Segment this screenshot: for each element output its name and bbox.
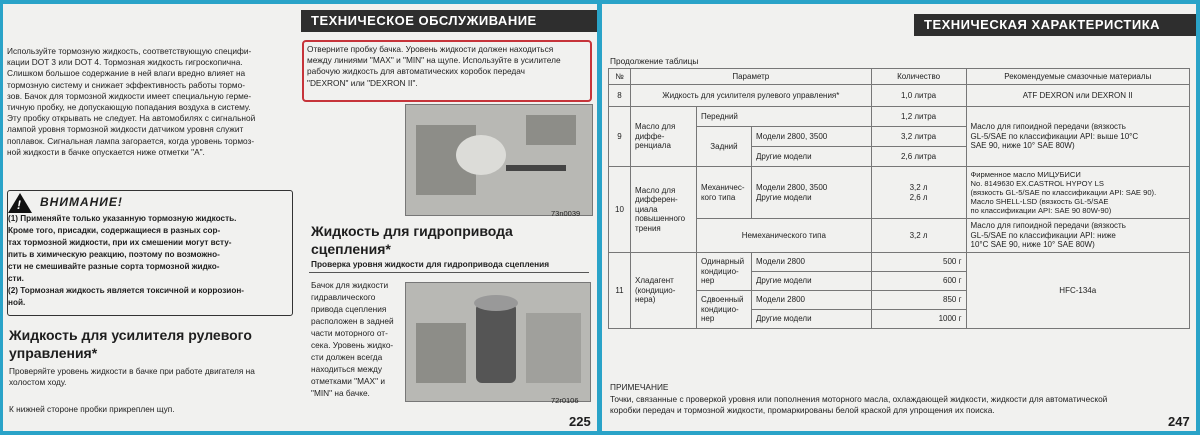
lubricants-table — [608, 68, 1190, 329]
left-page — [3, 4, 597, 431]
table-row: Задний Модели 2800, 3500 3,2 литра — [609, 127, 1190, 147]
clutch-fluid-title: Жидкость для гидропривода сцепления* — [311, 223, 513, 257]
clutch-fluid-subtitle: Проверка уровня жидкости для гидропривода сцепления — [311, 259, 550, 269]
table-row: 9 Масло для диффе- ренциала Передний 1,2 литра Масло для гипоидной передачи (вязкость GL-5/SAE по классификации API: выше 10°C SAE 90, ниже 10° SAE 80W) — [609, 107, 1190, 127]
table-row: 8 Жидкость для усилителя рулевого управления* 1,0 литра ATF DEXRON или DEXRON II — [609, 85, 1190, 107]
col-qty: Количество — [871, 69, 966, 85]
figure-caption-2: 72r0106 — [551, 396, 579, 405]
table-row: Сдвоенный кондицио- нер Модели 2800 850 г — [609, 291, 1190, 310]
steering-fluid-note: К нижней стороне пробки прикреплен щуп. — [9, 404, 175, 414]
warning-icon: ! — [8, 193, 32, 213]
table-row: Немеханического типа 3,2 л Масло для гипоидной передачи (вязкость GL-5/SAE по классификации API: ниже 10°C SAE 90, ниже 10° SAE 80W) — [609, 219, 1190, 253]
table-row: Другие модели 1000 г — [609, 310, 1190, 329]
warning-title: ВНИМАНИЕ! — [40, 195, 123, 209]
table-header-row — [609, 69, 1190, 85]
table-row: 10 Масло для дифферен- циала повышенного трения Механичес- кого типа Модели 2800, 3500 Другие модели 3,2 л 2,6 л Фирменное масло МИЦУБИСИ No. 8149630 EX.CASTROL HYPOY LS (вязкость GL-5/SAE по классификации API: SAE 90). Масло SHELL-LSD (вязкость GL-5/SAE по классификации API: SAE 90 80W-90) — [609, 167, 1190, 219]
col-param: Параметр — [630, 69, 871, 85]
table-row: Другие модели 600 г — [609, 272, 1190, 291]
steering-reservoir-photo — [405, 104, 593, 216]
steering-fluid-text: Проверяйте уровень жидкости в бачке при работе двигателя на холостом ходу. — [9, 366, 255, 388]
brake-fluid-intro: Используйте тормозную жидкость, соответствующую специфи- кации DOT 3 или DOT 4. Тормозная жидкость гигроскопична. Слишком большое содержание в ней влаги вредно влияет на тормозную систему и снижает эффективность работы тормо- зов. Бачок для тормозной жидкости имеет специальную герме- тичную пробку, не допускающую попадания воздуха в систему. Эту пробку открывать не следует. На автомобилях с сигнальной лампой уровня тормозной жидкости датчиком уровня служит поплавок. Сигнальная лампа загорается, когда уровень тормоз- ной жидкости в бачке опускается ниже отметки "A". — [7, 46, 256, 157]
steering-fluid-title: Жидкость для усилителя рулевого управления* — [9, 327, 252, 361]
highlight-text: Отверните пробку бачка. Уровень жидкости должен находиться между линиями "MAX" и "MIN" на щупе. Используйте в усилителе рабочую жидкость для автоматических коробок передач "DEXRON" или "DEXRON II". — [307, 44, 561, 88]
divider — [309, 272, 589, 273]
figure-caption-1: 73n0039 — [551, 209, 581, 218]
page-number: 225 — [569, 414, 591, 429]
table-row: 11 Хладагент (кондицио- нера) Одинарный кондицио- нер Модели 2800 500 г HFC-134a — [609, 253, 1190, 272]
right-page-header: ТЕХНИЧЕСКАЯ ХАРАКТЕРИСТИКА — [914, 14, 1196, 36]
note-text: Точки, связанные с проверкой уровня или пополнения моторного масла, охлаждающей жидкости, жидкости для автоматической коробки передач и тормозной жидкости, промаркированы белой краской для упрощения их поиска. — [610, 394, 1108, 416]
warning-box — [7, 190, 293, 316]
clutch-reservoir-photo — [405, 282, 591, 402]
warning-text: (1) Применяйте только указанную тормозную жидкость. Кроме того, присадки, содержащиеся в разных сор- тах тормозной жидкости, при их смешении могут всту- пить в химическую реакцию, поэтому по возможно- сти не смешивайте разные сорта тормозной жидко- сти. (2) Тормозная жидкость является токсичной и коррозион- ной. — [8, 214, 245, 307]
table-continuation-label: Продолжение таблицы — [610, 56, 699, 66]
left-page-header: ТЕХНИЧЕСКОЕ ОБСЛУЖИВАНИЕ — [301, 10, 597, 32]
right-page — [602, 4, 1196, 431]
note-title: ПРИМЕЧАНИЕ — [610, 382, 669, 392]
page-number: 247 — [1168, 414, 1190, 429]
col-no: № — [609, 69, 631, 85]
table-row: Другие модели 2,6 литра — [609, 147, 1190, 167]
clutch-fluid-text: Бачок для жидкости гидравлического привода сцепления расположен в задней части моторного от- сека. Уровень жидко- сти должен всегда находиться между отметками "MAX" и "MIN" на бачке. — [311, 280, 394, 398]
col-lubricant: Рекомендуемые смазочные материалы — [966, 69, 1190, 85]
